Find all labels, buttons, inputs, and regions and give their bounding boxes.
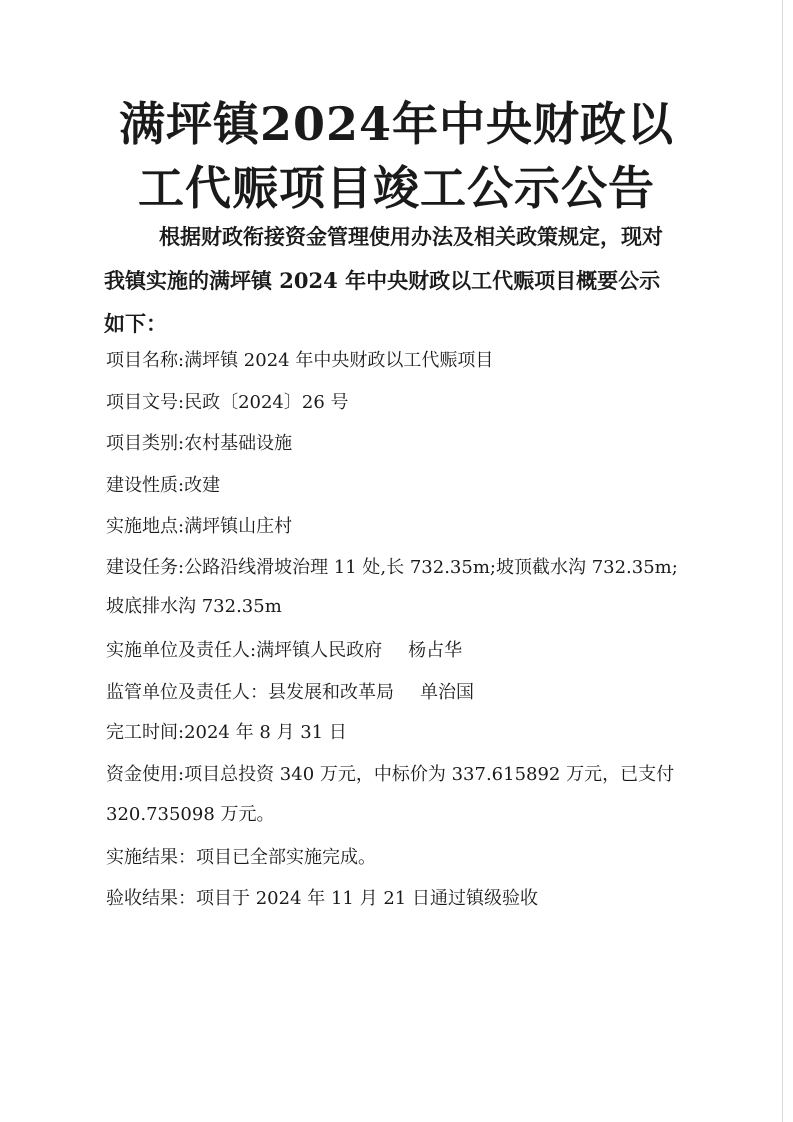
document-title-line-2: 工代赈项目竣工公示公告 <box>138 161 655 215</box>
supervisor-unit: 监管单位及责任人：县发展和改革局 <box>106 682 394 703</box>
implementer-unit: 实施单位及责任人:满坪镇人民政府 <box>106 640 383 661</box>
intro-line-3: 如下： <box>104 311 167 336</box>
field-document-number: 项目文号:民政〔2024〕26 号 <box>106 392 349 413</box>
field-location: 实施地点:满坪镇山庄村 <box>106 516 293 537</box>
field-construction-task-line-1: 建设任务:公路沿线滑坡治理 11 处,长 732.35m;坡顶截水沟 732.35m; <box>106 557 678 578</box>
field-project-category: 项目类别:农村基础设施 <box>106 433 293 454</box>
field-construction-task-line-2: 坡底排水沟 732.35m <box>106 596 282 617</box>
intro-line-2: 我镇实施的满坪镇 2024 年中央财政以工代赈项目概要公示 <box>104 268 661 293</box>
field-implementation-result: 实施结果：项目已全部实施完成。 <box>106 847 376 868</box>
supervisor-person: 单治国 <box>420 682 474 703</box>
field-acceptance-result: 验收结果：项目于 2024 年 11 月 21 日通过镇级验收 <box>106 888 538 909</box>
implementer-person: 杨占华 <box>408 640 463 661</box>
field-completion-time: 完工时间:2024 年 8 月 31 日 <box>106 722 347 743</box>
field-supervisor <box>106 680 474 706</box>
intro-line-1: 根据财政衔接资金管理使用办法及相关政策规定，现对 <box>159 224 663 249</box>
field-construction-nature: 建设性质:改建 <box>106 475 221 496</box>
field-implementer <box>106 638 462 664</box>
document-title-line-1: 满坪镇2024年中央财政以 <box>118 97 675 151</box>
field-funds-line-2: 320.735098 万元。 <box>106 804 275 825</box>
field-project-name: 项目名称:满坪镇 2024 年中央财政以工代赈项目 <box>106 350 494 371</box>
field-funds-line-1: 资金使用:项目总投资 340 万元，中标价为 337.615892 万元，已支付 <box>106 764 675 785</box>
